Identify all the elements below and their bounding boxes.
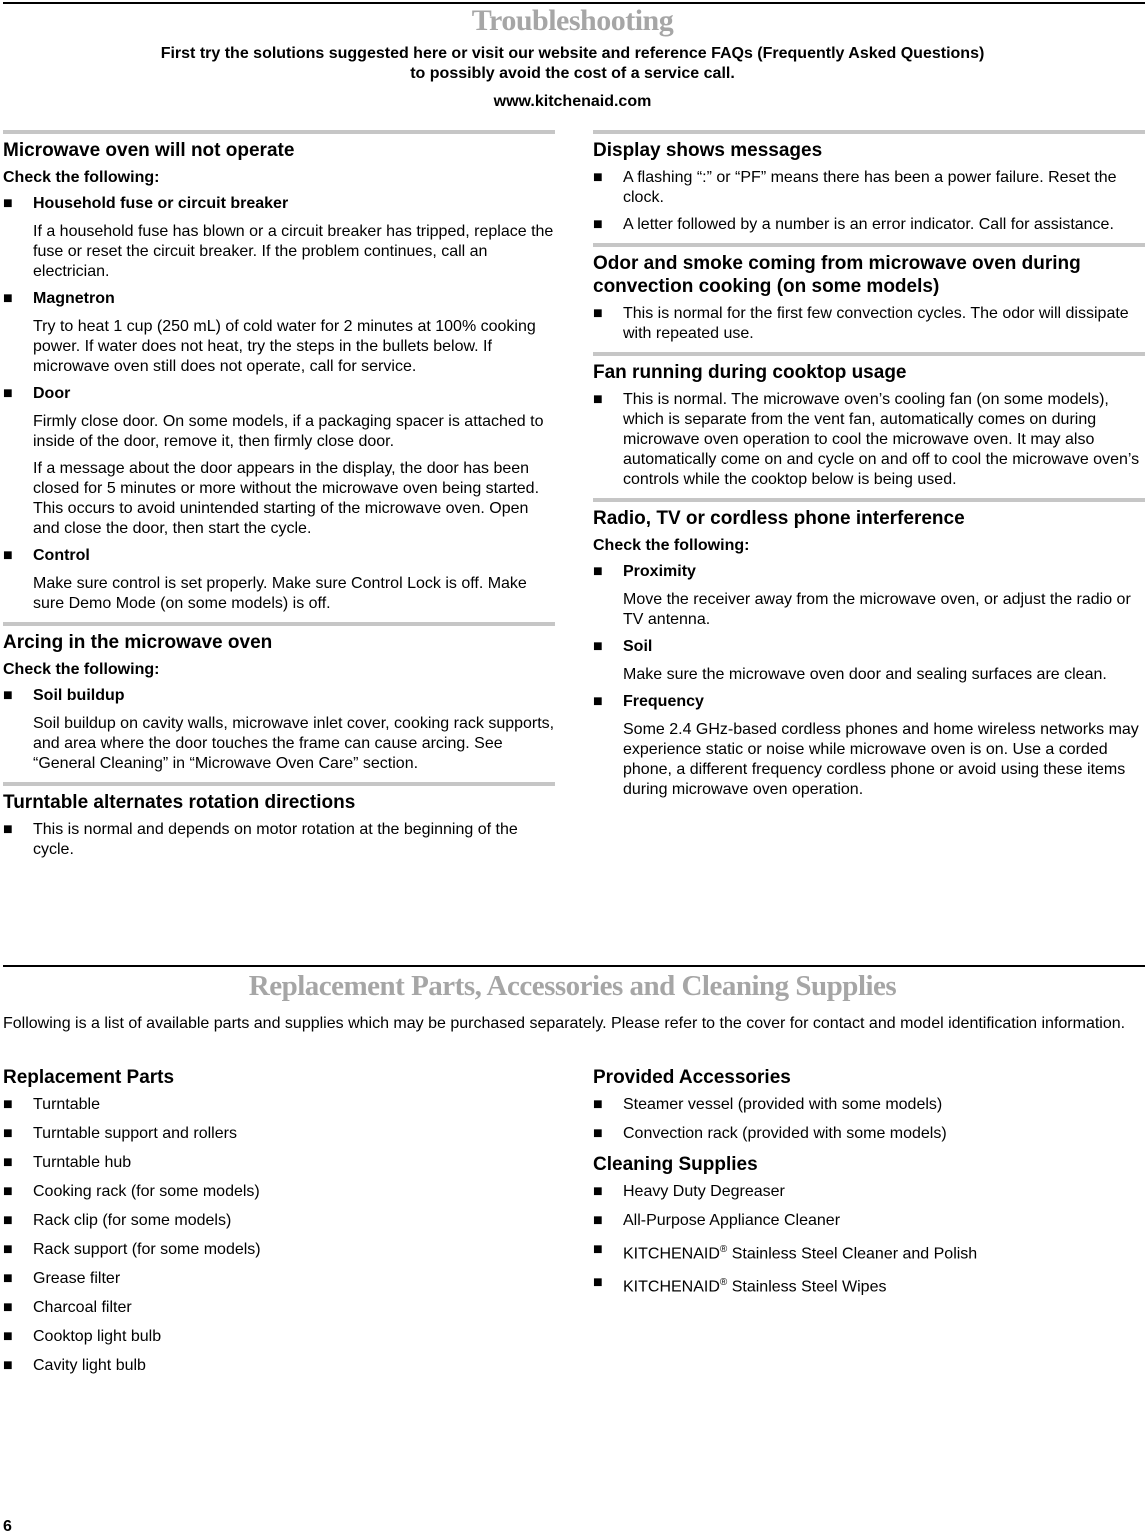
list-item-label: Charcoal filter: [33, 1299, 132, 1316]
list-item: [3, 1124, 555, 1144]
bullet-icon: ■: [3, 547, 13, 564]
list-item: [3, 194, 555, 282]
item-body: Some 2.4 GHz-based cordless phones and home wireless networks may experience static or noise while microwave oven is on. Use a corded phone, a different frequency cordless phone or avoid using these items during microwave oven operation.: [623, 721, 1139, 798]
list-item-label: Cavity light bulb: [33, 1357, 146, 1374]
section-interference: [593, 498, 1145, 800]
list-item-label: Rack support (for some models): [33, 1241, 261, 1258]
item-body: Make sure control is set properly. Make sure Control Lock is off. Make sure Demo Mode (on some models) is off.: [33, 575, 527, 612]
bullet-icon: ■: [593, 1096, 603, 1113]
section-fan-running: [593, 352, 1145, 490]
item-title: Soil: [623, 638, 653, 655]
list-item: [3, 1153, 555, 1173]
page-title: Troubleshooting: [471, 4, 674, 37]
page-number: 6: [3, 1518, 12, 1535]
list-item: [593, 692, 1145, 800]
registered-mark: ®: [719, 1244, 728, 1255]
replacement-parts-heading: Replacement Parts: [3, 1067, 175, 1088]
list-item: [3, 1327, 555, 1347]
list-item-label: Turntable: [33, 1096, 100, 1113]
check-label: Check the following:: [3, 169, 160, 186]
bullet-icon: ■: [3, 1183, 13, 1200]
bullet-icon: ■: [3, 1357, 13, 1374]
list-item: [3, 820, 555, 860]
list-item-label: Cooktop light bulb: [33, 1328, 162, 1345]
bullet-icon: ■: [3, 1212, 13, 1229]
bullet-icon: ■: [3, 1125, 13, 1142]
list-item: [593, 1124, 1145, 1144]
list-item: [593, 390, 1145, 490]
cleaning-supplies-heading: Cleaning Supplies: [593, 1154, 758, 1175]
brand-name: KITCHENAID: [623, 1245, 720, 1263]
replacement-parts-list: [3, 1095, 555, 1376]
list-item-label: Grease filter: [33, 1270, 121, 1287]
item-title: Door: [33, 385, 71, 402]
bullet-icon: ■: [593, 563, 603, 580]
troubleshooting-intro: [0, 44, 1145, 84]
check-label: Check the following:: [3, 661, 160, 678]
section-heading: Arcing in the microwave oven: [3, 632, 273, 653]
bullet-icon: ■: [593, 1274, 603, 1292]
list-item: [593, 562, 1145, 630]
replacement-left-column: [3, 1066, 555, 1385]
section-heading: Radio, TV or cordless phone interference: [593, 508, 965, 529]
item-body: If a message about the door appears in the display, the door has been closed for 5 minutes or more without the microwave oven being started. This occurs to avoid unintended starting of the microwave oven. Open and close the door, then start the cycle.: [33, 460, 540, 537]
check-label: Check the following:: [593, 537, 750, 554]
list-item: [3, 686, 555, 774]
item-body: A letter followed by a number is an error indicator. Call for assistance.: [623, 216, 1114, 233]
registered-mark: ®: [719, 1277, 728, 1289]
list-item: [3, 1269, 555, 1289]
bullet-icon: ■: [593, 169, 603, 186]
list-item: [3, 546, 555, 614]
list-item: [593, 1095, 1145, 1115]
bullet-icon: ■: [593, 1125, 603, 1142]
cleaning-list: [593, 1182, 1145, 1231]
list-item: [3, 1211, 555, 1231]
item-body: Try to heat 1 cup (250 mL) of cold water for 2 minutes at 100% cooking power. If water does not heat, try the steps in the bullets below. If microwave oven still does not operate, call for service.: [33, 318, 536, 375]
list-item-label: Cooking rack (for some models): [33, 1183, 260, 1200]
item-title: Proximity: [623, 563, 696, 580]
replacement-right-column: [593, 1066, 1145, 1307]
bullet-icon: ■: [3, 290, 13, 307]
section-heading: Turntable alternates rotation directions: [3, 792, 356, 813]
section-divider: [3, 965, 1145, 967]
section-turntable: [3, 782, 555, 860]
bullet-icon: ■: [593, 305, 603, 322]
product-name: Stainless Steel Wipes: [727, 1278, 887, 1296]
item-title: Soil buildup: [33, 687, 125, 704]
list-item: [593, 1182, 1145, 1202]
list-item: [3, 1298, 555, 1318]
section-arcing: [3, 622, 555, 774]
bullet-icon: ■: [593, 638, 603, 655]
list-item: [593, 168, 1145, 208]
section-will-not-operate: [3, 130, 555, 614]
section-odor-smoke: [593, 243, 1145, 344]
item-body: This is normal for the first few convection cycles. The odor will dissipate with repeated use.: [623, 305, 1129, 342]
item-body: This is normal and depends on motor rotation at the beginning of the cycle.: [33, 821, 518, 858]
section-heading: Odor and smoke coming from microwave oven during convection cooking (on some models): [593, 253, 1081, 297]
item-title: Household fuse or circuit breaker: [33, 195, 289, 212]
item-body: This is normal. The microwave oven’s cooling fan (on some models), which is separate from the vent fan, automatically comes on during microwave oven operation to cool the microwave oven. It may also automatically come on and cycle on and off to cool the microwave oven’s controls while the cooktop below is being used.: [623, 391, 1140, 488]
replacement-intro: Following is a list of available parts and supplies which may be purchased separately. Please refer to the cover for contact and model identification information.: [3, 1015, 1126, 1032]
list-item: [593, 215, 1145, 235]
bullet-icon: ■: [593, 1241, 603, 1258]
bullet-icon: ■: [3, 687, 13, 704]
list-item: [593, 304, 1145, 344]
list-item-label: Rack clip (for some models): [33, 1212, 232, 1229]
section-display-messages: [593, 130, 1145, 235]
bullet-icon: ■: [3, 1241, 13, 1258]
section-heading: Display shows messages: [593, 140, 823, 161]
item-body: Firmly close door. On some models, if a packaging spacer is attached to inside of the door, remove it, then firmly close door.: [33, 413, 544, 450]
intro-line-1: First try the solutions suggested here or visit our website and reference FAQs (Frequently Asked Questions): [160, 45, 985, 62]
bullet-icon: ■: [593, 216, 603, 233]
item-body: A flashing “:” or “PF” means there has been a power failure. Reset the clock.: [623, 169, 1117, 206]
item-body: Soil buildup on cavity walls, microwave inlet cover, cooking rack supports, and area where the door touches the frame can cause arcing. See “General Cleaning” in “Microwave Oven Care” section.: [33, 715, 555, 772]
bullet-icon: ■: [3, 1299, 13, 1316]
item-body: Make sure the microwave oven door and sealing surfaces are clean.: [623, 666, 1107, 683]
list-item: [593, 1211, 1145, 1231]
accessories-list: [593, 1095, 1145, 1144]
website-link[interactable]: www.kitchenaid.com: [493, 93, 652, 110]
item-title: Control: [33, 547, 90, 564]
bullet-icon: ■: [593, 391, 603, 408]
list-item: [3, 1356, 555, 1376]
list-item: [3, 1240, 555, 1260]
intro-line-2: to possibly avoid the cost of a service call.: [410, 65, 735, 82]
list-item-label: Steamer vessel (provided with some models): [623, 1096, 943, 1113]
troubleshooting-right-column: [593, 130, 1145, 807]
bullet-icon: ■: [593, 1212, 603, 1229]
bullet-icon: ■: [3, 385, 13, 402]
brand-name: KITCHENAID: [623, 1278, 720, 1296]
list-item-label: All-Purpose Appliance Cleaner: [623, 1212, 841, 1229]
troubleshooting-left-column: [3, 130, 555, 867]
section-heading: Fan running during cooktop usage: [593, 362, 907, 383]
bullet-icon: ■: [3, 1270, 13, 1287]
bullet-icon: ■: [3, 195, 13, 212]
bullet-icon: ■: [593, 1183, 603, 1200]
item-body: If a household fuse has blown or a circuit breaker has tripped, replace the fuse or reset the circuit breaker. If the problem continues, call an electrician.: [33, 223, 554, 280]
bullet-icon: ■: [3, 1328, 13, 1345]
provided-accessories-heading: Provided Accessories: [593, 1067, 791, 1088]
list-item: [593, 637, 1145, 685]
list-item: [3, 1095, 555, 1115]
list-item-label: Turntable hub: [33, 1154, 132, 1171]
list-item: [593, 1273, 1145, 1297]
section-heading: Microwave oven will not operate: [3, 140, 295, 161]
item-body: Move the receiver away from the microwave oven, or adjust the radio or TV antenna.: [623, 591, 1131, 628]
list-item: [3, 289, 555, 377]
list-item: [3, 1182, 555, 1202]
bullet-icon: ■: [3, 1096, 13, 1113]
replacement-title: Replacement Parts, Accessories and Cleaning Supplies: [248, 970, 897, 1002]
bullet-icon: ■: [3, 821, 13, 838]
list-item-label: Turntable support and rollers: [33, 1125, 237, 1142]
list-item-label: Heavy Duty Degreaser: [623, 1183, 785, 1200]
item-title: Magnetron: [33, 290, 115, 307]
list-item: [593, 1240, 1145, 1264]
bullet-icon: ■: [593, 693, 603, 710]
list-item: [3, 384, 555, 539]
product-name: Stainless Steel Cleaner and Polish: [727, 1245, 978, 1263]
bullet-icon: ■: [3, 1154, 13, 1171]
item-title: Frequency: [623, 693, 704, 710]
list-item-label: Convection rack (provided with some models): [623, 1125, 947, 1142]
